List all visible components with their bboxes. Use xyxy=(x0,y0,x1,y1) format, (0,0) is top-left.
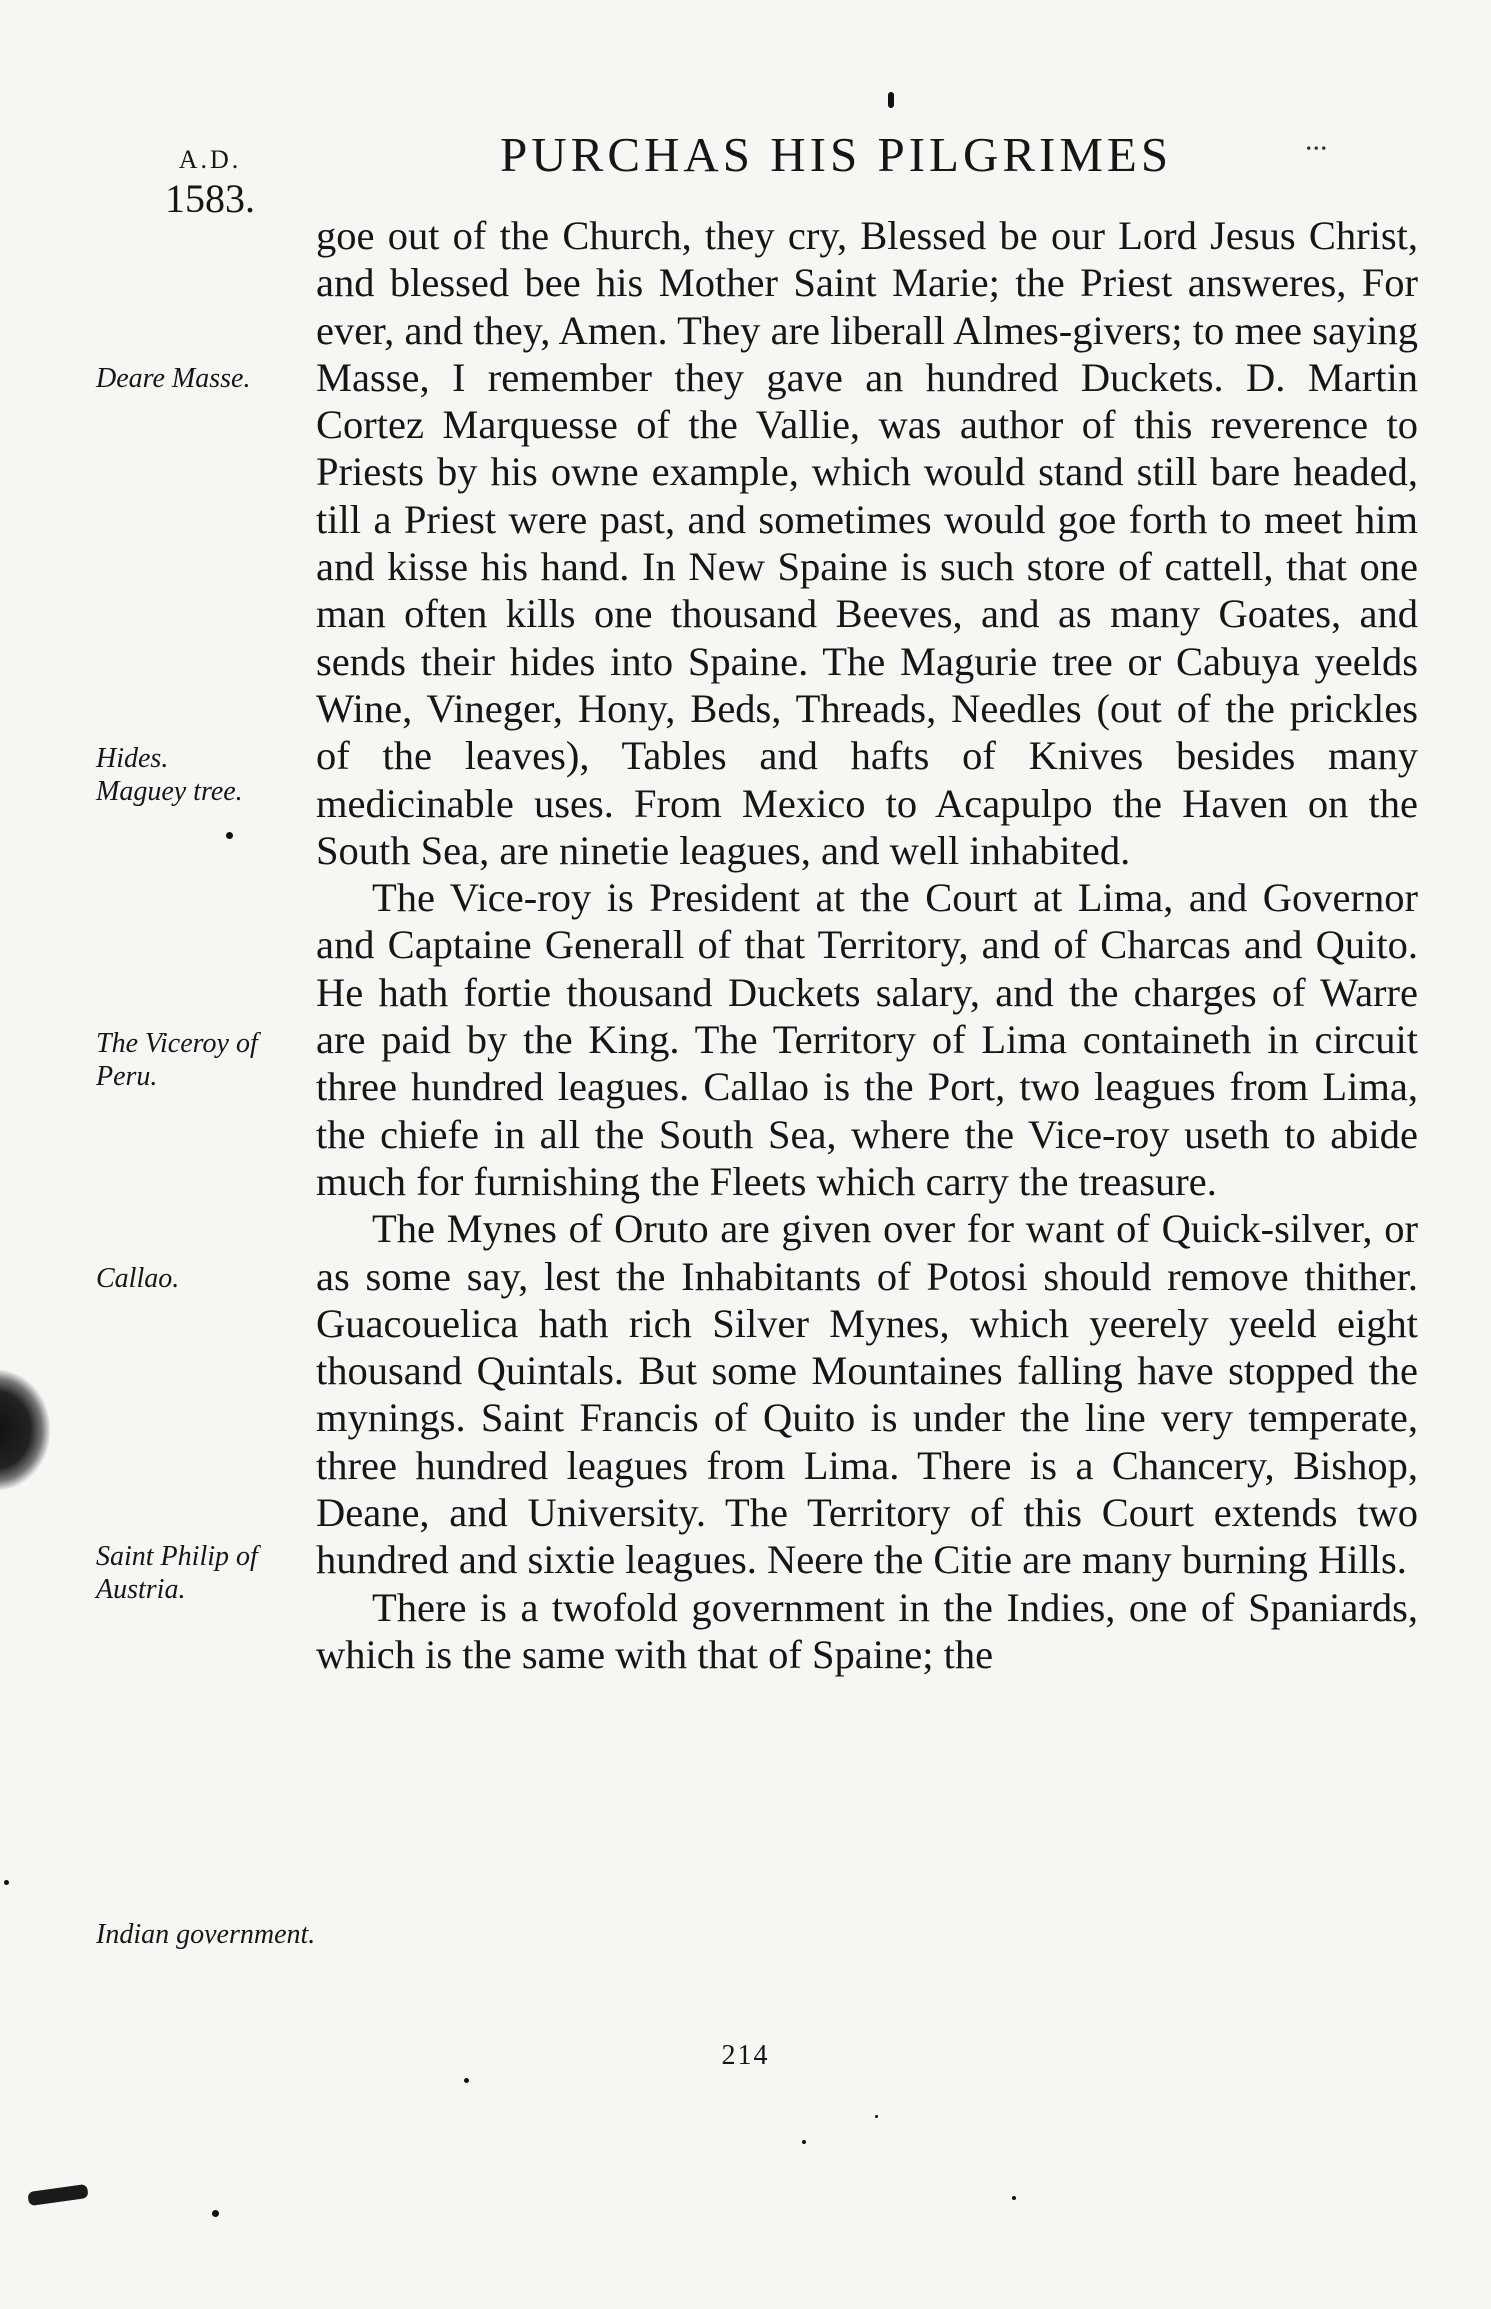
ink-speck xyxy=(875,2115,878,2118)
margin-note-viceroy-of-peru: The Viceroy of Peru. xyxy=(96,1028,258,1092)
paragraph-4: There is a twofold government in the Indies, one of Spaniards, which is the same with that of Spaine; the xyxy=(316,1584,1418,1677)
ink-speck xyxy=(888,92,894,108)
paragraph-1: goe out of the Church, they cry, Blessed be our Lord Jesus Christ, and blessed bee his Mother Saint Marie; the Priest answeres, For ever, and they, Amen. They are liberall Almes-givers; to mee saying Masse, I remember they gave an hundred Duckets. D. Martin Cortez Marquesse of the Vallie, was author of this reverence to Priests by his owne example, which would stand still bare headed, till a Priest were past, and sometimes would goe forth to meet him and kisse his hand. In New Spaine is such store of cattell, that one man often kills one thousand Beeves, and as many Goates, and sends their hides into Spaine. The Magurie tree or Cabuya yeelds Wine, Vineger, Hony, Beds, Threads, Needles (out of the prickles of the leaves), Tables and hafts of Knives besides many medicinable uses. From Mexico to Acapulpo the Haven on the South Sea, are ninetie leagues, and well inhabited. xyxy=(316,213,1418,873)
margin-note-maguey-tree: Maguey tree. xyxy=(96,776,243,807)
ink-speck xyxy=(226,832,233,839)
ink-blot xyxy=(0,1370,50,1490)
ink-speck xyxy=(802,2140,806,2144)
main-text xyxy=(316,212,1418,1678)
margin-note-hides: Hides. xyxy=(96,743,169,774)
running-title: PURCHAS HIS PILGRIMES xyxy=(500,127,1173,182)
header-era: A.D. xyxy=(178,145,242,174)
paragraph-2: The Vice-roy is President at the Court at Lima, and Governor and Captaine Generall of that Territory, and of Charcas and Quito. He hath fortie thousand Duckets salary, and the charges of Warre are paid by the King. The Territory of Lima containeth in circuit three hundred leagues. Callao is the Port, two leagues from Lima, the chiefe in all the South Sea, where the Vice-roy useth to abide much for furnishing the Fleets which carry the treasure. xyxy=(316,875,1418,1204)
ornament-mark: ∙∙∙ xyxy=(1305,132,1328,165)
paragraph-3: The Mynes of Oruto are given over for want of Quick-silver, or as some say, lest the Inhabitants of Potosi should remove thither. Guacouelica hath rich Silver Mynes, which yeerely yeeld eight thousand Quintals. But some Mountaines falling have stopped the mynings. Saint Francis of Quito is under the line very temperate, three hundred leagues from Lima. There is a Chancery, Bishop, Deane, and University. The Territory of this Court extends two hundred and sixtie leagues. Neere the Citie are many burning Hills. xyxy=(316,1206,1418,1583)
margin-note-deare-masse: Deare Masse. xyxy=(96,363,251,394)
margin-note-saint-philip: Saint Philip of Austria. xyxy=(96,1541,258,1605)
ink-speck xyxy=(464,2078,469,2083)
ink-smear xyxy=(27,2184,88,2206)
margin-note-callao: Callao. xyxy=(96,1263,180,1294)
header-year: 1583. xyxy=(165,175,255,221)
margin-note-indian-government: Indian government. xyxy=(96,1919,316,1950)
page-number: 214 xyxy=(721,2040,770,2071)
ink-speck xyxy=(212,2210,219,2217)
ink-speck xyxy=(4,1880,9,1885)
ink-speck xyxy=(1012,2196,1016,2200)
header-date xyxy=(140,146,280,221)
